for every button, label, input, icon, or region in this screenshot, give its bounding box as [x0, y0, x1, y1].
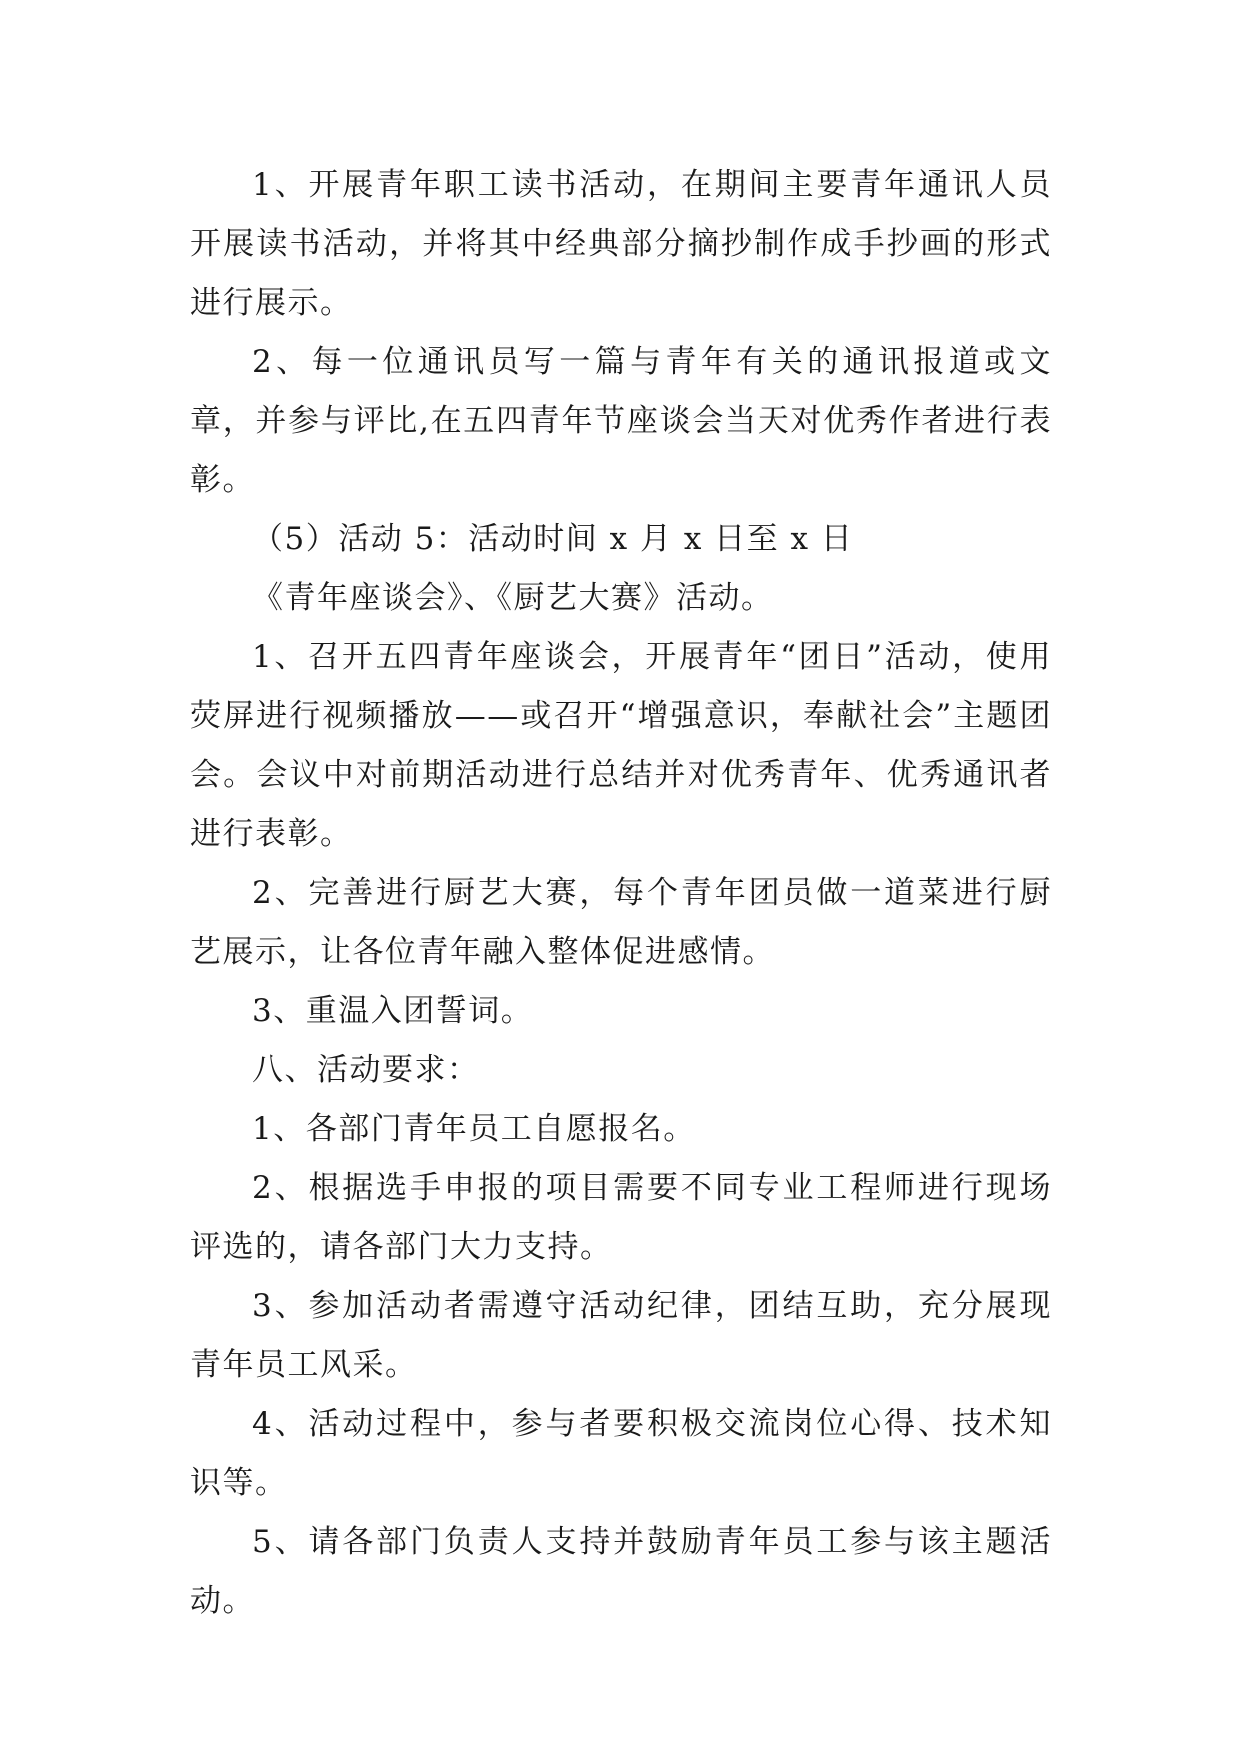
- paragraph-requirement-5: 5、请各部门负责人支持并鼓励青年员工参与该主题活动。: [190, 1524, 1052, 1619]
- section-heading-requirements: 八、活动要求：: [252, 1052, 480, 1088]
- paragraph-oath-review: 3、重温入团誓词。: [252, 993, 534, 1029]
- paragraph-reading-activity: 1、开展青年职工读书活动，在期间主要青年通讯人员开展读书活动，并将其中经典部分摘抄制作成手抄画的形式进行展示。: [190, 167, 1052, 321]
- paragraph-requirement-2: 2、根据选手申报的项目需要不同专业工程师进行现场评选的，请各部门大力支持。: [190, 1170, 1052, 1265]
- document-body: [190, 156, 1052, 1631]
- paragraph-activity-5-heading: （5）活动 5：活动时间 x 月 x 日至 x 日: [252, 521, 854, 557]
- paragraph-requirement-3: 3、参加活动者需遵守活动纪律，团结互助，充分展现青年员工风采。: [190, 1288, 1052, 1383]
- paragraph-activity-5-title: 《青年座谈会》、《厨艺大赛》活动。: [252, 580, 774, 616]
- paragraph-requirement-1: 1、各部门青年员工自愿报名。: [252, 1111, 696, 1147]
- paragraph-requirement-4: 4、活动过程中，参与者要积极交流岗位心得、技术知识等。: [190, 1406, 1052, 1501]
- paragraph-correspondent-articles: 2、每一位通讯员写一篇与青年有关的通讯报道或文章，并参与评比,在五四青年节座谈会当天对优秀作者进行表彰。: [190, 344, 1052, 498]
- paragraph-cooking-contest: 2、完善进行厨艺大赛，每个青年团员做一道菜进行厨艺展示，让各位青年融入整体促进感情。: [190, 875, 1052, 970]
- paragraph-symposium: 1、召开五四青年座谈会，开展青年“团日”活动，使用荧屏进行视频播放——或召开“增强意识，奉献社会”主题团会。会议中对前期活动进行总结并对优秀青年、优秀通讯者进行表彰。: [190, 639, 1052, 852]
